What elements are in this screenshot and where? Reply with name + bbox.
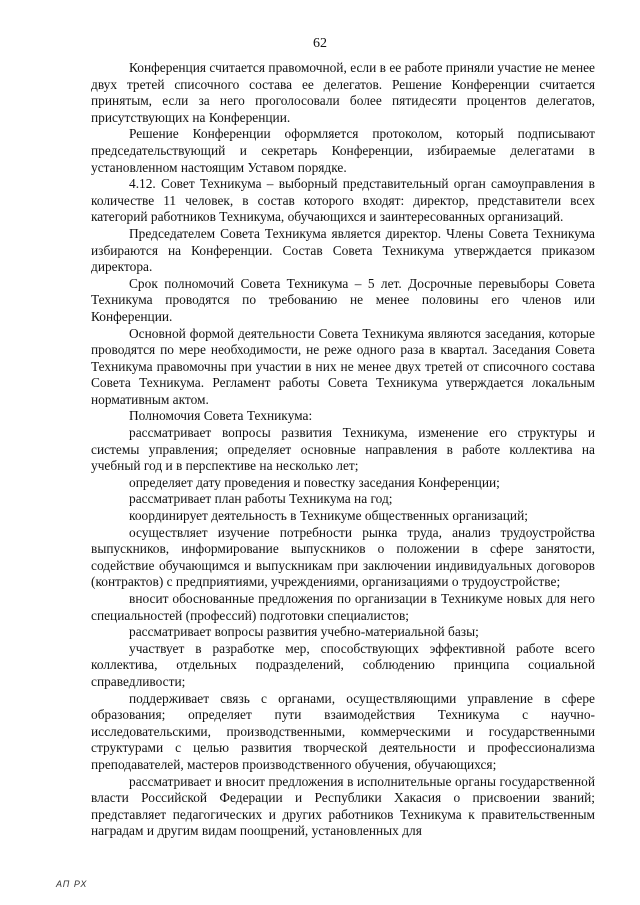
- paragraph-power-new-specialties: вносит обоснованные предложения по организации в Техникуме новых для него специальностей (профессий) подготовки специалистов;: [91, 591, 595, 623]
- paragraph-power-efficiency: участвует в разработке мер, способствующих эффективной работе всего коллектива, отдельных подразделений, соблюдению принципа социальной справедливости;: [91, 640, 595, 689]
- paragraph-power-development: рассматривает вопросы развития Техникума, изменение его структуры и системы управления; определяет основные направления в работе коллектива на учебный год и в перспективе на несколько лет;: [91, 425, 595, 474]
- paragraph-power-labor-market: осуществляет изучение потребности рынка труда, анализ трудоустройства выпускников, информирование выпускников о положении в сфере занятости, содействие обучающимся и выпускникам при заключении индивидуальных договоров (контрактов) с предприятиями, учреждениями, организациями о трудоустройстве;: [91, 524, 595, 590]
- paragraph-quorum: Конференция считается правомочной, если в ее работе приняли участие не менее двух третей списочного состава ее делегатов. Решение Конференции считается принятым, если за него проголосовали более пятидесяти процентов делегатов, присутствующих на Конференции.: [91, 60, 595, 125]
- paragraph-power-coordination: координирует деятельность в Техникуме общественных организаций;: [129, 508, 528, 524]
- paragraph-power-conference-date: определяет дату проведения и повестку заседания Конференции;: [129, 474, 500, 490]
- footer-mark: АП РХ: [56, 879, 88, 889]
- paragraph-power-awards: рассматривает и вносит предложения в исполнительные органы государственной власти Российской Федерации и Республики Хакасия о присвоении званий; представляет педагогических и других работников Техникума к правительственным наградам и другим видам поощрений, установленных для: [91, 773, 595, 839]
- paragraph-powers-heading: Полномочия Совета Техникума:: [129, 408, 313, 424]
- paragraph-protocol: Решение Конференции оформляется протоколом, который подписывают председательствующий и секретарь Конференции, избираемые делегатами в установленном настоящим Уставом порядке.: [91, 126, 595, 175]
- paragraph-council-definition: 4.12. Совет Техникума – выборный представительный орган самоуправления в количестве 11 человек, в состав которого входят: директор, представители всех категорий работников Техникума, обучающихся и заинтересованных организаций.: [91, 176, 595, 225]
- document-body: [91, 60, 595, 840]
- paragraph-council-term: Срок полномочий Совета Техникума – 5 лет. Досрочные перевыборы Совета Техникума проводятся по требованию не менее половины его членов или Конференции.: [91, 275, 595, 324]
- page-number: 62: [313, 36, 327, 51]
- paragraph-council-meetings: Основной формой деятельности Совета Техникума являются заседания, которые проводятся по мере необходимости, не реже одного раза в квартал. Заседания Совета Техникума правомочны при участии в них не менее двух третей от списочного состава Совета Техникума. Регламент работы Совета Техникума утверждается локальным нормативным актом.: [91, 325, 595, 407]
- paragraph-council-chair: Председателем Совета Техникума является директор. Члены Совета Техникума избираются на Конференции. Состав Совета Техникума утверждается приказом директора.: [91, 225, 595, 275]
- paragraph-power-work-plan: рассматривает план работы Техникума на год;: [129, 491, 393, 507]
- paragraph-power-material-base: рассматривает вопросы развития учебно-материальной базы;: [129, 624, 479, 640]
- paragraph-power-liaison: поддерживает связь с органами, осуществляющими управление в сфере образования; определяет пути взаимодействия Техникума с научно-исследовательскими, производственными, коммерческими и государственными структурами с целью развития творческой деятельности и профессионализма преподавателей, мастеров производственного обучения, обучающихся;: [91, 690, 595, 772]
